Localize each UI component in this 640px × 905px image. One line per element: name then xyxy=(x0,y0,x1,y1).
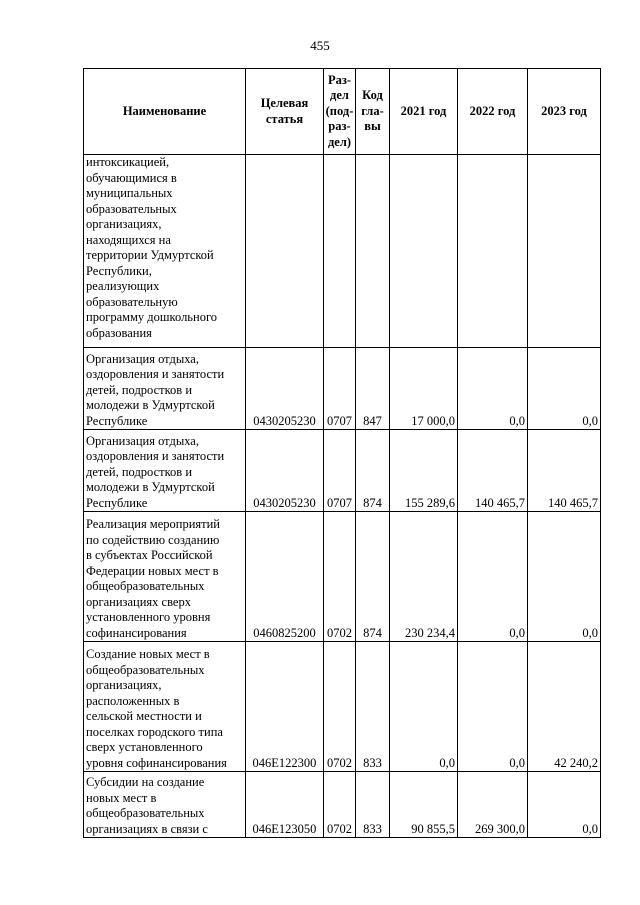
row-chapter: 833 xyxy=(356,772,390,838)
row-chapter xyxy=(356,155,390,348)
row-2021: 230 234,4 xyxy=(390,512,458,642)
row-2021: 0,0 xyxy=(390,642,458,772)
header-row xyxy=(84,69,601,155)
row-name: Субсидии на создание новых мест в общеобразовательных организациях в связи с xyxy=(84,772,246,838)
table-row xyxy=(84,155,601,348)
row-section: 0707 xyxy=(324,348,356,430)
row-section: 0707 xyxy=(324,430,356,512)
budget-table xyxy=(83,68,601,838)
header-section: Раз- дел (под- раз- дел) xyxy=(324,69,356,155)
row-2021: 155 289,6 xyxy=(390,430,458,512)
row-target: 0430205230 xyxy=(246,430,324,512)
row-name: Организация отдыха, оздоровления и занятости детей, подростков и молодежи в Удмуртской Республике xyxy=(84,430,246,512)
row-2022: 0,0 xyxy=(458,348,528,430)
row-target: 046E122300 xyxy=(246,642,324,772)
row-chapter: 874 xyxy=(356,430,390,512)
row-name: интоксикацией, обучающимися в муниципальных образовательных организациях, находящихся на территории Удмуртской Республики, реализующих образовательную программу дошкольного образования xyxy=(84,155,246,348)
row-name: Реализация мероприятий по содействию созданию в субъектах Российской Федерации новых мест в общеобразовательных организациях сверх установленного уровня софинансирования xyxy=(84,512,246,642)
table-row xyxy=(84,772,601,838)
row-target: 046E123050 xyxy=(246,772,324,838)
row-2023: 140 465,7 xyxy=(528,430,601,512)
row-section: 0702 xyxy=(324,642,356,772)
row-chapter: 847 xyxy=(356,348,390,430)
row-target: 0430205230 xyxy=(246,348,324,430)
row-name: Организация отдыха, оздоровления и занятости детей, подростков и молодежи в Удмуртской Республике xyxy=(84,348,246,430)
row-2023: 42 240,2 xyxy=(528,642,601,772)
row-section: 0702 xyxy=(324,512,356,642)
header-target-article: Целевая статья xyxy=(246,69,324,155)
row-target xyxy=(246,155,324,348)
table-row xyxy=(84,642,601,772)
header-chapter-code: Код гла- вы xyxy=(356,69,390,155)
row-2023: 0,0 xyxy=(528,348,601,430)
table-row xyxy=(84,430,601,512)
row-2022: 140 465,7 xyxy=(458,430,528,512)
row-2021: 17 000,0 xyxy=(390,348,458,430)
row-section: 0702 xyxy=(324,772,356,838)
header-name: Наименование xyxy=(84,69,246,155)
row-2023 xyxy=(528,155,601,348)
row-2021 xyxy=(390,155,458,348)
row-2023: 0,0 xyxy=(528,512,601,642)
row-2022: 0,0 xyxy=(458,642,528,772)
row-chapter: 833 xyxy=(356,642,390,772)
header-2022: 2022 год xyxy=(458,69,528,155)
row-2022: 0,0 xyxy=(458,512,528,642)
row-chapter: 874 xyxy=(356,512,390,642)
row-2022: 269 300,0 xyxy=(458,772,528,838)
table-row xyxy=(84,348,601,430)
header-2023: 2023 год xyxy=(528,69,601,155)
table-row xyxy=(84,512,601,642)
row-section xyxy=(324,155,356,348)
row-2021: 90 855,5 xyxy=(390,772,458,838)
page-number: 455 xyxy=(310,38,330,53)
row-2022 xyxy=(458,155,528,348)
row-2023: 0,0 xyxy=(528,772,601,838)
header-2021: 2021 год xyxy=(390,69,458,155)
row-target: 0460825200 xyxy=(246,512,324,642)
row-name: Создание новых мест в общеобразовательных организациях, расположенных в сельской местности и поселках городского типа сверх установленного уровня софинансирования xyxy=(84,642,246,772)
